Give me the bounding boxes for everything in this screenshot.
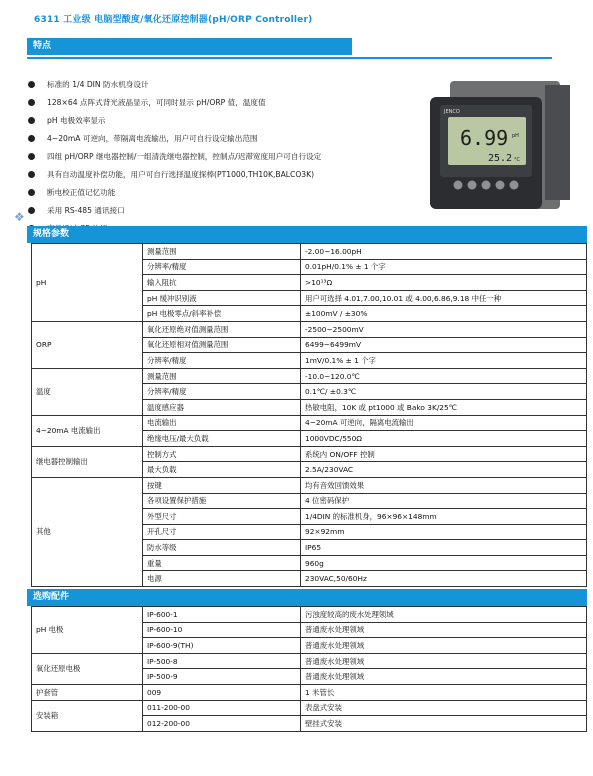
param-name-cell: pH 缓冲识别液 [143,290,301,306]
param-value-cell: 4~20mA 可逆向，隔离电流输出 [301,415,587,431]
feature-text: 具有自动温度补偿功能，用户可自行选择温度探棒(PT1000,TH10K,BALCO3K) [47,169,315,179]
param-value-cell: 4 位密码保护 [301,493,587,509]
param-value-cell: >10¹³Ω [301,275,587,291]
param-name-cell: IP-500-9 [143,669,301,685]
param-name-cell: 电流输出 [143,415,301,431]
param-name-cell: 外型尺寸 [143,509,301,525]
param-name-cell: 电源 [143,571,301,587]
param-name-cell: 各项设置保护措施 [143,493,301,509]
group-label: 安装箱 [32,700,143,731]
param-value-cell: 表盘式安装 [301,700,587,716]
page-title: 6311 工业级 电脑型酸度/氧化还原控制器(pH/ORP Controller) [34,15,313,25]
param-value-cell: 普通废水处理领域 [301,622,587,638]
param-value-cell: 热敏电阻，10K 或 pt1000 或 Bako 3K/25℃ [301,399,587,415]
param-value-cell: 污浊度较高的废水处理领域 [301,607,587,623]
param-value-cell: 230VAC,50/60Hz [301,571,587,587]
param-name-cell: 分辨率/精度 [143,384,301,400]
param-name-cell: 按键 [143,477,301,493]
param-name-cell: 氧化还原绝对值测量范围 [143,321,301,337]
param-value-cell: 1000VDC/550Ω [301,431,587,447]
param-name-cell: 分辨率/精度 [143,353,301,369]
feature-text: pH 电极效率显示 [47,115,106,125]
param-value-cell: 普通废水处理领域 [301,653,587,669]
param-name-cell: 最大负载 [143,462,301,478]
param-name-cell: pH 电极零点/斜率补偿 [143,306,301,322]
bullet-icon [28,171,35,178]
param-name-cell: 测量范围 [143,368,301,384]
specs-table [31,243,587,587]
feature-item [28,129,408,147]
param-value-cell: 用户可选择 4.01,7.00,10.01 或 4.00,6.86,9.18 中任一种 [301,290,587,306]
param-name-cell: 氧化还原相对值测量范围 [143,337,301,353]
param-name-cell: 测量范围 [143,244,301,260]
param-name-cell: 输入阻抗 [143,275,301,291]
param-value-cell: 92×92mm [301,524,587,540]
group-label: pH 电极 [32,607,143,654]
param-name-cell: 重量 [143,555,301,571]
feature-text: 断电校正值记忆功能 [47,187,116,197]
group-label: 护套管 [32,684,143,700]
group-label: pH [32,244,143,322]
table-row [32,321,587,337]
param-value-cell: -2.00~16.00pH [301,244,587,260]
feature-item [28,147,408,165]
table-row [32,244,587,260]
param-value-cell: 系统内 ON/OFF 控制 [301,446,587,462]
table-row [32,477,587,493]
param-value-cell: 0.01pH/0.1% ± 1 个字 [301,259,587,275]
accessories-header [27,589,587,606]
param-name-cell: IP-600-10 [143,622,301,638]
device-temp: 25.2 [488,153,513,164]
bullet-icon [28,135,35,142]
feature-text: 4~20mA 可逆向，带隔离电流输出，用户可自行设定输出范围 [47,133,258,143]
device-temp-unit: °C [514,157,520,163]
feature-text: 采用 RS-485 通讯接口 [47,205,125,215]
param-name-cell: 控制方式 [143,446,301,462]
param-value-cell: 6499~6499mV [301,337,587,353]
table-row [32,446,587,462]
param-name-cell: 分辨率/精度 [143,259,301,275]
feature-item [28,165,408,183]
param-name-cell: 009 [143,684,301,700]
diamond-ornament-icon: ❖ [14,210,25,224]
param-name-cell: 温度感应器 [143,399,301,415]
device-brand: JENCO [444,109,460,115]
param-value-cell: 0.1℃/ ±0.3℃ [301,384,587,400]
device-reading: 6.99 [460,126,509,150]
feature-item [28,183,408,201]
group-label: 氧化还原电极 [32,653,143,684]
param-value-cell: ±100mV / ±30% [301,306,587,322]
bullet-icon [28,153,35,160]
param-value-cell: 均有音效回馈效果 [301,477,587,493]
table-row [32,415,587,431]
feature-item [28,75,408,93]
feature-item [28,111,408,129]
param-name-cell: 绝缘电压/最大负载 [143,431,301,447]
param-value-cell: 1/4DIN 的标准机身，96×96×148mm [301,509,587,525]
group-label: 4~20mA 电流输出 [32,415,143,446]
feature-item [28,201,408,219]
param-name-cell: IP-600-1 [143,607,301,623]
table-row [32,607,587,623]
device-side [545,85,570,200]
param-value-cell: 1 米管长 [301,684,587,700]
param-value-cell: 960g [301,555,587,571]
param-value-cell: -2500~2500mV [301,321,587,337]
specs-header-label: 规格参数 [33,229,70,239]
table-row [32,684,587,700]
group-label: 其他 [32,477,143,586]
param-value-cell: 2.5A/230VAC [301,462,587,478]
group-label: 温度 [32,368,143,415]
accessories-table [31,606,587,732]
table-row [32,700,587,716]
features-header [27,38,352,55]
bullet-icon [28,117,35,124]
bullet-icon [28,99,35,106]
param-name-cell: 开孔尺寸 [143,524,301,540]
controller-device-image [420,75,575,215]
feature-item [28,93,408,111]
param-value-cell: 1mV/0.1% ± 1 个字 [301,353,587,369]
specs-header [27,226,587,243]
param-name-cell: 012-200-00 [143,716,301,732]
param-name-cell: IP-600-9(TH) [143,638,301,654]
bullet-icon [28,189,35,196]
table-row [32,368,587,384]
device-unit: pH [512,133,519,139]
param-value-cell: 普通废水处理领域 [301,669,587,685]
table-row [32,653,587,669]
param-value-cell: 普通废水处理领域 [301,638,587,654]
param-name-cell: IP-500-8 [143,653,301,669]
bullet-icon [28,207,35,214]
param-value-cell: -10.0~120.0℃ [301,368,587,384]
param-value-cell: 壁挂式安装 [301,716,587,732]
feature-text: 标准的 1/4 DIN 防水机身设计 [47,79,149,89]
feature-list [28,75,408,237]
accessories-header-label: 选购配件 [33,592,70,602]
group-label: ORP [32,321,143,368]
group-label: 继电器控制输出 [32,446,143,477]
feature-text: 128×64 点阵式背光液晶显示，可同时显示 pH/ORP 值，温度值 [47,97,266,107]
features-header-label: 特点 [33,41,52,51]
param-name-cell: 防水等级 [143,540,301,556]
features-header-underline [27,57,552,59]
feature-text: 四组 pH/ORP 继电器控制/一组清洗继电器控制，控制点/迟滞宽度用户可自行设定 [47,151,322,161]
bullet-icon [28,81,35,88]
param-value-cell: IP65 [301,540,587,556]
param-name-cell: 011-200-00 [143,700,301,716]
